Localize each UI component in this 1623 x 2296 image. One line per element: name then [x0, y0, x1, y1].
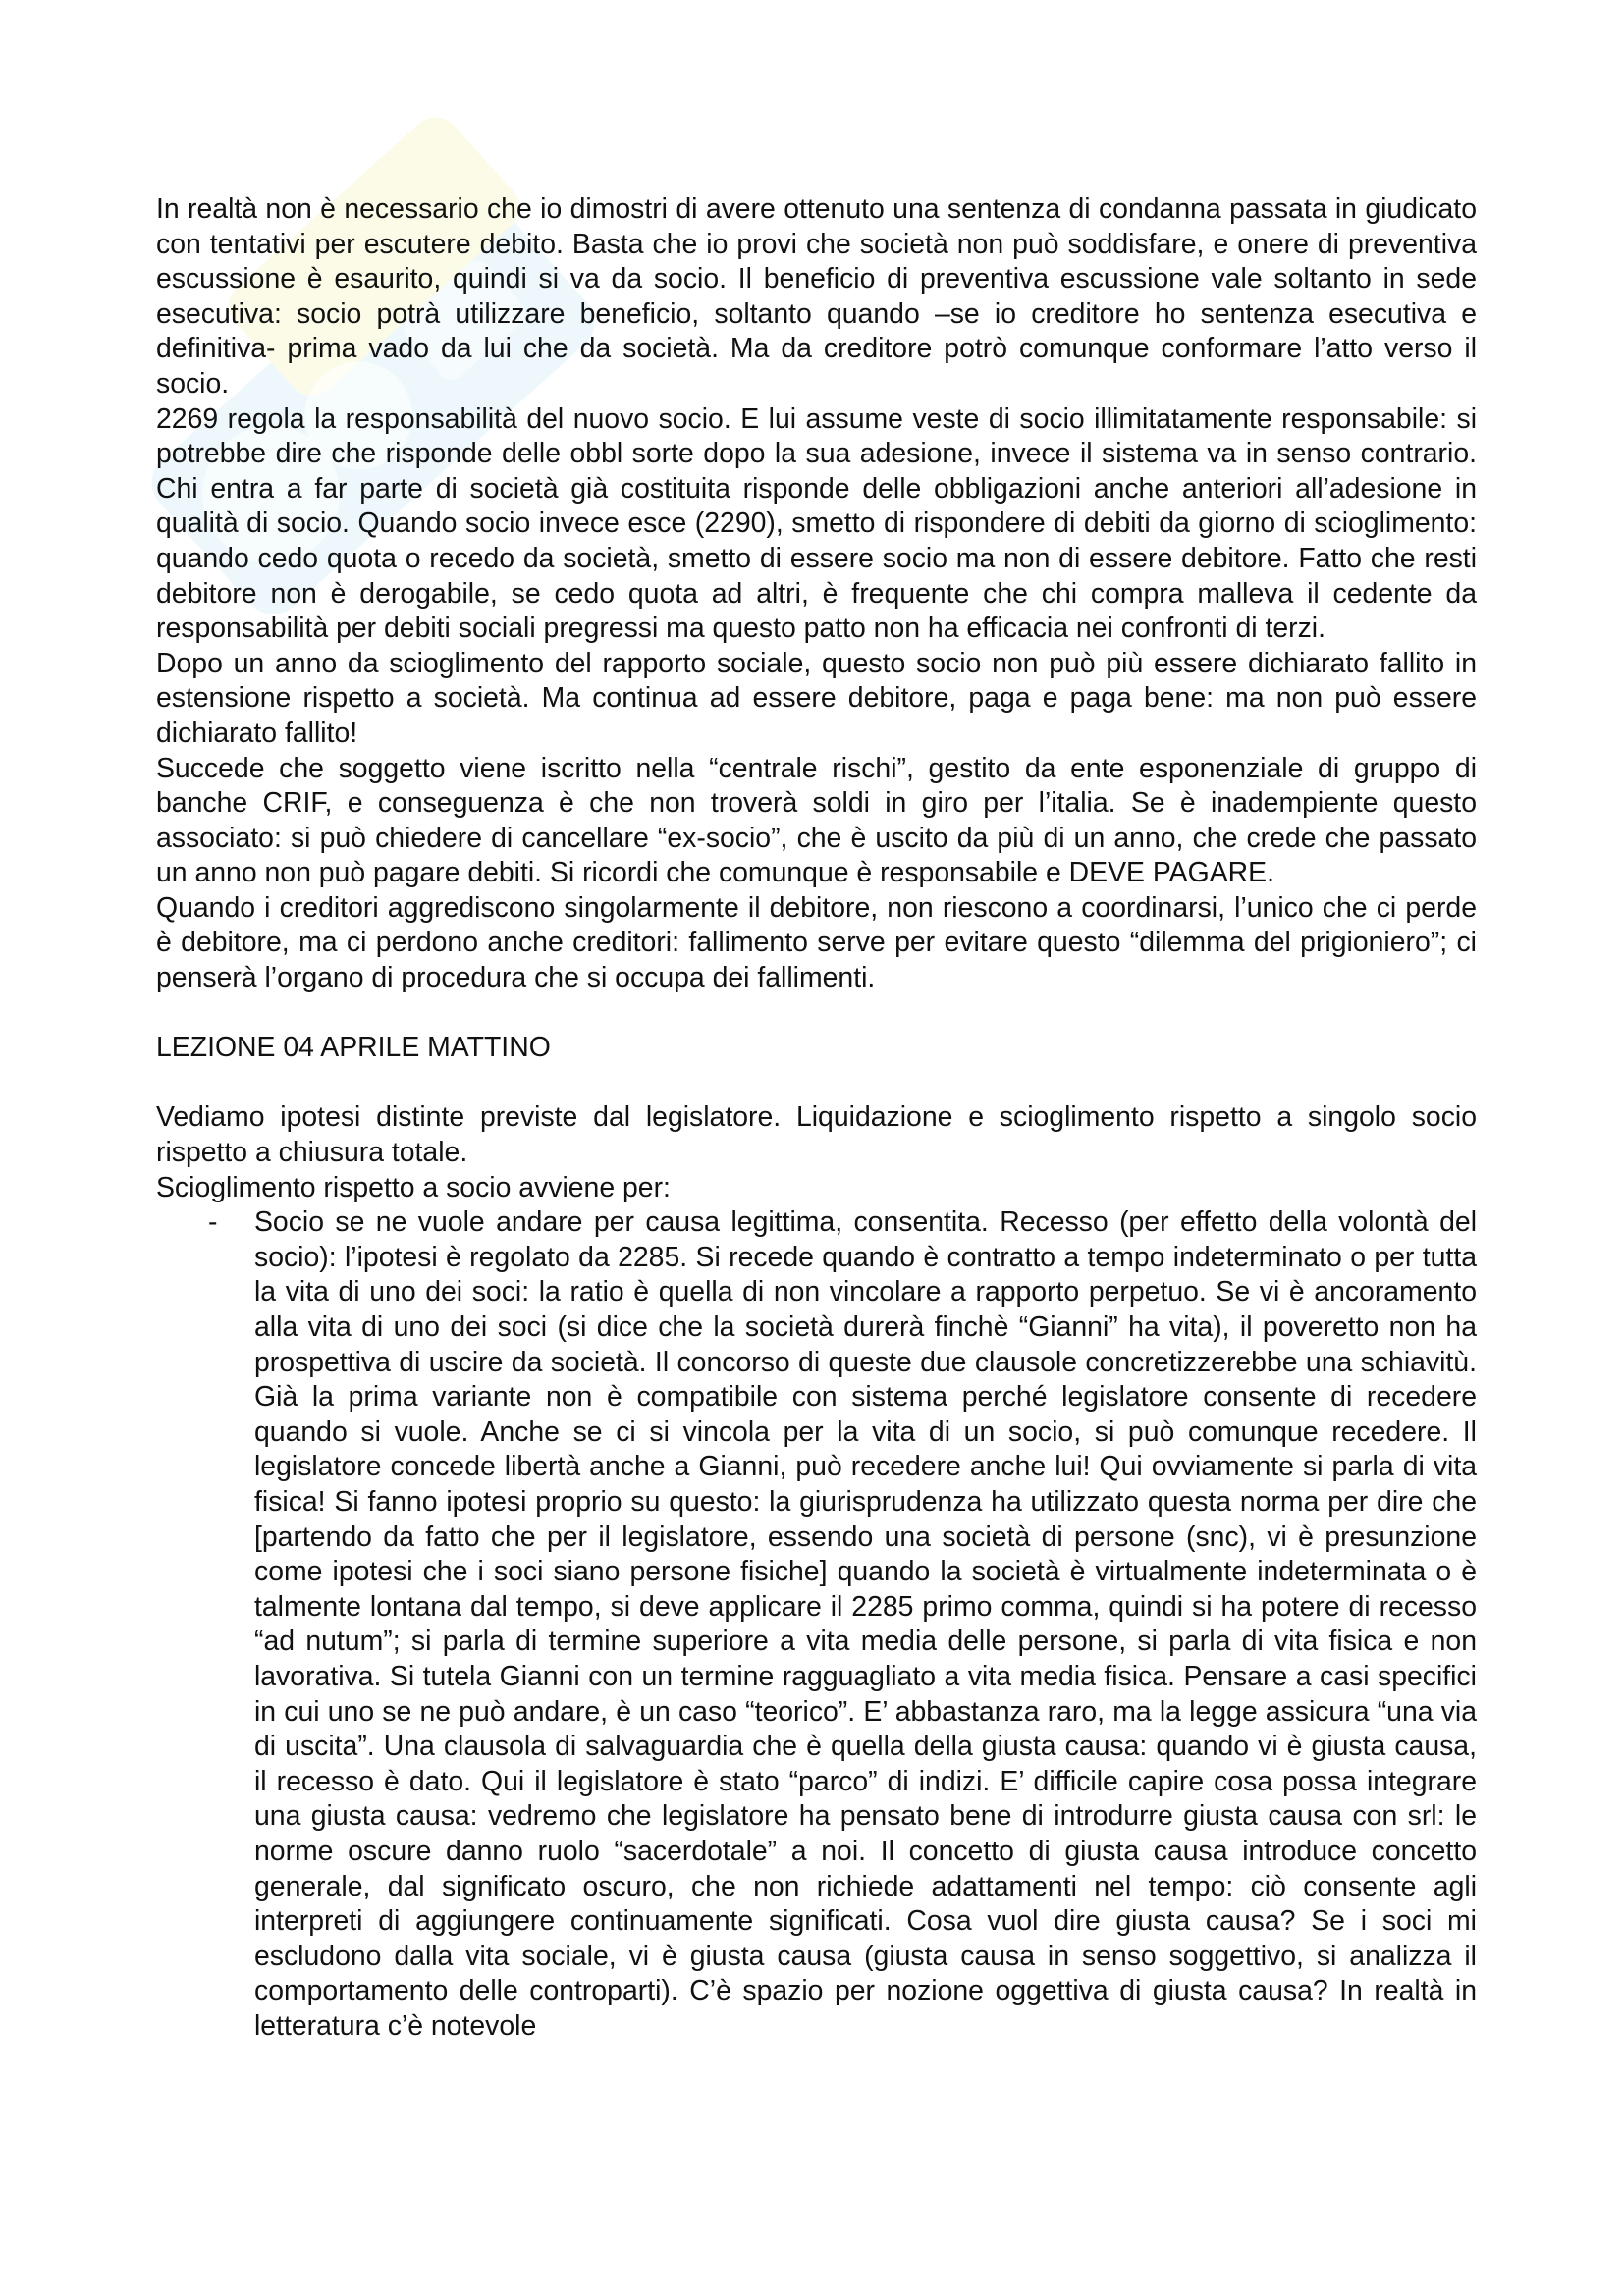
- paragraph: 2269 regola la responsabilità del nuovo socio. E lui assume veste di socio illimitatamente responsabile: si potrebbe dire che risponde delle obbl sorte dopo la sua adesione, invece il sistema va in senso contrario. Chi entra a far parte di società già costituita risponde delle obbligazioni anche anteriori all’adesione in qualità di socio. Quando socio invece esce (2290), smetto di rispondere di debiti da giorno di scioglimento: quando cedo quota o recedo da società, smetto di essere socio ma non di essere debitore. Fatto che resti debitore non è derogabile, se cedo quota ad altri, è frequente che chi compra malleva il cedente da responsabilità per debiti sociali pregressi ma questo patto non ha efficacia nei confronti di terzi.: [156, 402, 1477, 645]
- paragraph: Dopo un anno da scioglimento del rapporto sociale, questo socio non può più essere dichiarato fallito in estensione rispetto a società. Ma continua ad essere debitore, paga e paga bene: ma non può essere dichiarato fallito!: [156, 647, 1477, 749]
- dash-bullet: -: [208, 1206, 218, 1239]
- lesson-heading: LEZIONE 04 APRILE MATTINO: [156, 1032, 551, 1064]
- paragraph: Scioglimento rispetto a socio avviene per:: [156, 1171, 671, 1203]
- paragraph: In realtà non è necessario che io dimostri di avere ottenuto una sentenza di condanna passata in giudicato con tentativi per escutere debito. Basta che io provi che società non può soddisfare, e onere di preventiva escussione è esaurito, quindi si va da socio. Il beneficio di preventiva escussione vale soltanto in sede esecutiva: socio potrà utilizzare beneficio, soltanto quando –se io creditore ho sentenza esecutiva e definitiva- prima vado da lui che da società. Ma da creditore potrò comunque conformare l’atto verso il socio.: [156, 193, 1477, 400]
- paragraph: Quando i creditori aggrediscono singolarmente il debitore, non riescono a coordinarsi, l’unico che ci perde è debitore, ma ci perdono anche creditori: fallimento serve per evitare questo “dilemma del prigioniero”; ci penserà l’organo di procedura che si occupa dei fallimenti.: [156, 891, 1477, 994]
- dash-list: [156, 1205, 1477, 2044]
- paragraph: Succede che soggetto viene iscritto nella “centrale rischi”, gestito da ente esponenziale di gruppo di banche CRIF, e conseguenza è che non troverà soldi in giro per l’italia. Se è inadempiente questo associato: si può chiedere di cancellare “ex-socio”, che è uscito da più di un anno, che crede che passato un anno non può pagare debiti. Si ricordi che comunque è responsabile e DEVE PAGARE.: [156, 752, 1477, 889]
- document-body: [156, 192, 1477, 2044]
- list-item: [156, 1205, 1477, 2044]
- paragraph: Vediamo ipotesi distinte previste dal legislatore. Liquidazione e scioglimento rispetto a singolo socio rispetto a chiusura totale.: [156, 1101, 1477, 1169]
- list-item-text: Socio se ne vuole andare per causa legittima, consentita. Recesso (per effetto della volontà del socio): l’ipotesi è regolato da 2285. Si recede quando è contratto a tempo indeterminato o per tutta la vita di uno dei soci: la ratio è quella di non vincolare a rapporto perpetuo. Se vi è ancoramento alla vita di uno dei soci (si dice che la società durerà finchè “Gianni” ha vita), il poveretto non ha prospettiva di uscire da società. Il concorso di queste due clausole concretizzerebbe una schiavitù. Già la prima variante non è compatibile con sistema perché legislatore consente di recedere quando si vuole. Anche se ci si vincola per la vita di un socio, si può comunque recedere. Il legislatore concede libertà anche a Gianni, può recedere anche lui! Qui ovviamente si parla di vita fisica! Si fanno ipotesi proprio su questo: la giurisprudenza ha utilizzato questa norma per dire che [partendo da fatto che per il legislatore, essendo una società di persone (snc), vi è presunzione come ipotesi che i soci siano persone fisiche] quando la società è virtualmente indeterminata o è talmente lontana dal tempo, si deve applicare il 2285 primo comma, quindi si ha potere di recesso “ad nutum”; si parla di termine superiore a vita media delle persone, si parla di vita fisica e non lavorativa. Si tutela Gianni con un termine ragguagliato a vita media fisica. Pensare a casi specifici in cui uno se ne può andare, è un caso “teorico”. E’ abbastanza raro, ma la legge assicura “una via di uscita”. Una clausola di salvaguardia che è quella della giusta causa: quando vi è giusta causa, il recesso è dato. Qui il legislatore è stato “parco” di indizi. E’ difficile capire cosa possa integrare una giusta causa: vedremo che legislatore ha pensato bene di introdurre giusta causa con srl: le norme oscure danno ruolo “sacerdotale” a noi. Il concetto di giusta causa introduce concetto generale, dal significato oscuro, che non richiede adattamenti nel tempo: ciò consente agli interpreti di aggiungere continuamente significati. Cosa vuol dire giusta causa? Se i soci mi escludono dalla vita sociale, vi è giusta causa (giusta causa in senso soggettivo, si analizza il comportamento delle controparti). C’è spazio per nozione oggettiva di giusta causa? In realtà in letteratura c’è notevole: [254, 1206, 1477, 2042]
